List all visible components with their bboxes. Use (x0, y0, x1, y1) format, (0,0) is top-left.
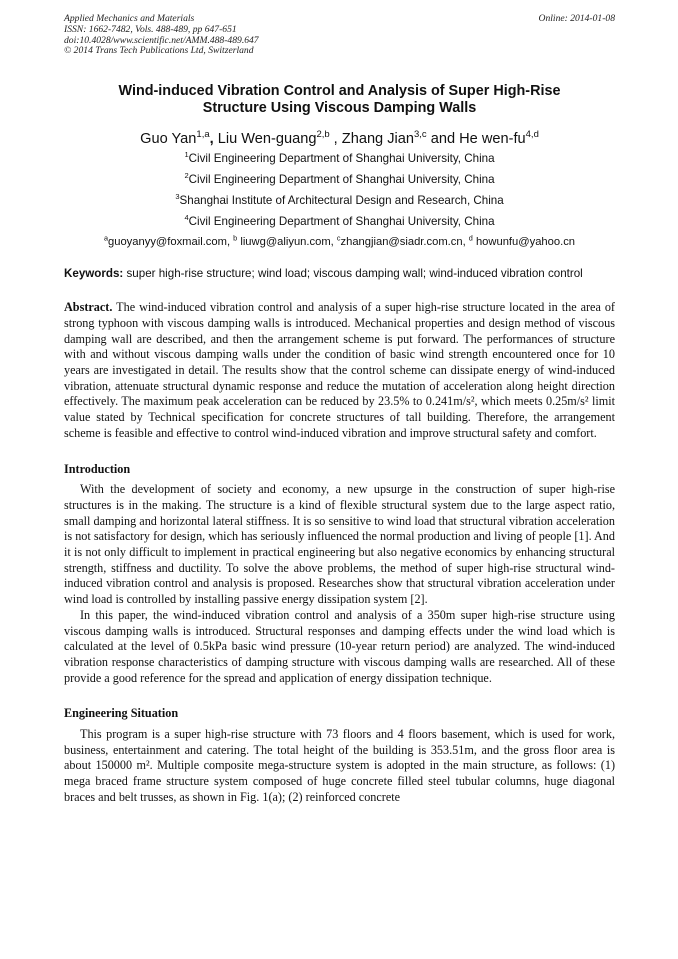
affiliation-sup: 2 (184, 171, 189, 181)
affiliation-text: Shanghai Institute of Architectural Design and Research, China (179, 194, 504, 208)
affiliation-2 (64, 173, 615, 187)
engineering-paragraph-1: This program is a super high-rise structure with 73 floors and 4 floors basement, which is used for work, business, entertainment and catering. The total height of the building is 353.51m, and the gross floor area is about 150000 m². Multiple composite mega-structure system is adopted in the main structure, as follows: (1) mega braced frame structure system composed of huge concrete filled steel tubular columns, huge diagonal braces and belt trusses, as shown in Fig. 1(a); (2) reinforced concrete (64, 727, 615, 804)
section-heading-introduction: Introduction (64, 461, 131, 476)
title-line-1: Wind-induced Vibration Control and Analysis of Super High-Rise (118, 83, 561, 100)
author-name: Guo Yan (140, 131, 197, 148)
journal-name: Applied Mechanics and Materials (64, 13, 195, 24)
affiliation-1 (64, 152, 615, 166)
issn-line: ISSN: 1662-7482, Vols. 488-489, pp 647-651 (64, 23, 237, 35)
author-list (64, 131, 615, 148)
keywords-text: super high-rise structure; wind load; viscous damping wall; wind-induced vibration control (123, 267, 583, 281)
author-sup: 2,b (316, 129, 330, 141)
paper-title (64, 83, 615, 117)
affiliation-sup: 4 (184, 213, 189, 223)
doi-line: doi:10.4028/www.scientific.net/AMM.488-489.647 (64, 34, 259, 46)
author-sup: 3,c (414, 129, 427, 141)
paper-page (64, 14, 615, 806)
author-separator: , (329, 131, 342, 148)
email-sup: b (233, 233, 238, 243)
journal-header (64, 14, 615, 57)
title-line-2: Structure Using Viscous Damping Walls (202, 100, 477, 117)
affiliation-text: Civil Engineering Department of Shanghai University, China (188, 152, 495, 166)
author-separator: , (209, 131, 218, 148)
introduction-paragraph-2: In this paper, the wind-induced vibration control and analysis of a 350m super high-rise structure using viscous damping walls is introduced. Structural responses and damping effects under the wind load which is calculated at the level of 0.5kPa basic wind pressure (10-year return period) are analyzed. The wind-induced vibration response characteristics of damping structure with viscous damping walls are researched. All of these provide a good reference for the spread and application of energy dissipation technique. (64, 607, 615, 685)
affiliation-3 (64, 194, 615, 208)
email-list (64, 235, 615, 249)
email-link[interactable]: liuwg@aliyun.com, (237, 236, 337, 249)
introduction-paragraph-1: With the development of society and economy, a new upsurge in the construction of super high-rise structures is in the making. The structure is a kind of flexible structural system due to the large aspect ratio, small damping and horizontal lateral stiffness. It is so sensitive to wind load that structural vibration acceleration is not satisfactory for design, which has seriously influenced the normal production and living of people [1]. And it is not only difficult to implement in practical engineering but also negative economics by enhancing structural strength, stiffness and ductility. To solve the above problems, the method of super high-rise structural wind-induced vibration control and analysis is proposed. Researches show that structural vibration acceleration under wind load is controlled by installing passive energy dissipation system [2]. (64, 482, 615, 607)
email-link[interactable]: howunfu@yahoo.cn (472, 236, 576, 249)
author-name: He wen-fu (459, 131, 526, 148)
author-sup: 4,d (525, 129, 539, 141)
affiliation-sup: 1 (184, 150, 189, 160)
abstract-label: Abstract. (64, 300, 113, 315)
email-sup: a (103, 233, 109, 243)
keywords-label: Keywords: (64, 267, 124, 281)
affiliation-text: Civil Engineering Department of Shanghai University, China (188, 173, 495, 187)
email-link[interactable]: zhangjian@siadr.com.cn, (340, 236, 469, 249)
copyright-line: © 2014 Trans Tech Publications Ltd, Switzerland (64, 45, 254, 57)
keywords-block (64, 267, 615, 281)
section-heading-engineering-situation: Engineering Situation (64, 706, 179, 721)
author-sup: 1,a (196, 129, 210, 141)
abstract-block (64, 300, 615, 441)
author-name: Liu Wen-guang (217, 131, 317, 148)
email-link[interactable]: guoyanyy@foxmail.com, (108, 236, 234, 249)
author-name: Zhang Jian (341, 131, 415, 148)
online-date: Online: 2014-01-08 (538, 13, 615, 24)
affiliation-sup: 3 (175, 192, 180, 202)
abstract-text: The wind-induced vibration control and analysis of a super high-rise structure located in the area of strong typhoon with viscous damping walls is introduced. Mechanical properties and design method of viscous damping wall are described, and then the arrangement scheme is put forward. The performances of structure with and without viscous damping walls under the condition of basic wind strength encountered once for 10 years are investigated in detail. The results show that the control scheme can dissipate energy of wind-induced vibration, attenuate structural dynamic response and reduce the mutation of acceleration along height direction effectively. The maximum peak acceleration can be reduced by 23.5% to 0.241m/s², which meets 0.25m/s² limit value stated by Technical specification for concrete structures of tall building. Therefore, the arrangement scheme is feasible and effective to control wind-induced vibration and improve structural safety and comfort. (64, 300, 615, 440)
email-sup: d (468, 233, 473, 243)
affiliation-text: Civil Engineering Department of Shanghai University, China (188, 215, 495, 229)
email-sup: c (336, 233, 341, 243)
affiliation-4 (64, 215, 615, 229)
author-separator: and (426, 131, 460, 148)
